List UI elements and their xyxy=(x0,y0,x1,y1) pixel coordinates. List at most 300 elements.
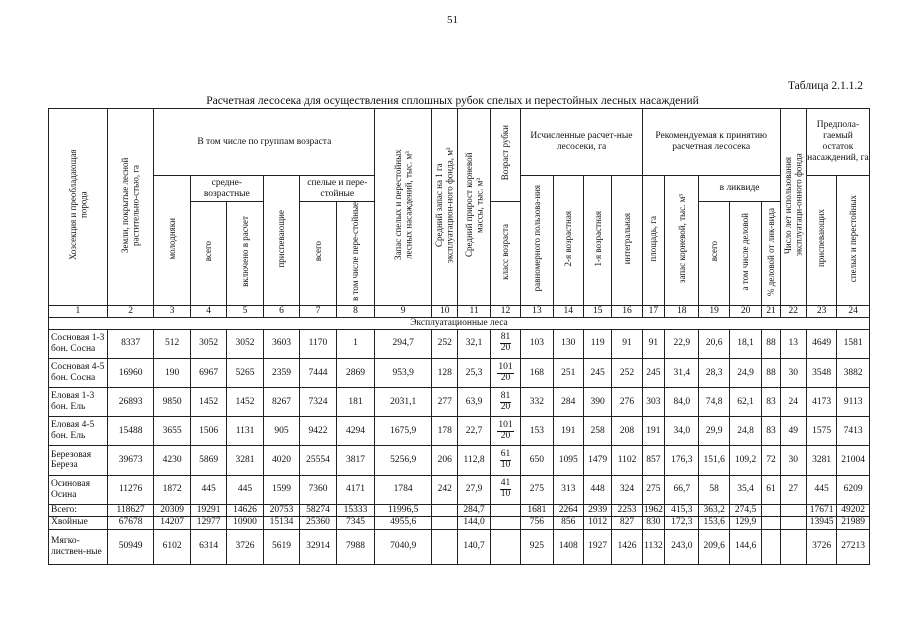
table-cell: 275 xyxy=(642,475,664,504)
table-cell: 8267 xyxy=(263,388,299,417)
table-cell: 9850 xyxy=(154,388,190,417)
header-cell: % деловой от лик-вида xyxy=(762,202,780,306)
table-cell: 109,2 xyxy=(729,446,761,475)
header-cell: Число лет использования эксплуатаци-онного фонда xyxy=(780,109,806,306)
table-cell: 74,8 xyxy=(699,388,729,417)
age-class-fraction xyxy=(490,388,520,417)
column-number: 22 xyxy=(780,305,806,317)
table-cell: 11996,5 xyxy=(375,504,432,516)
table-cell: 830 xyxy=(642,517,664,529)
table-cell: 9422 xyxy=(300,417,336,446)
table-cell: 7413 xyxy=(837,417,870,446)
table-body xyxy=(49,329,870,564)
header-cell: Предпола-гаемый остаток насаждений, га xyxy=(806,109,869,176)
table-cell xyxy=(780,504,806,516)
table-cell: 67678 xyxy=(107,517,154,529)
table-cell: 4173 xyxy=(806,388,836,417)
table-cell: 30 xyxy=(780,446,806,475)
table-cell: 88 xyxy=(762,329,780,358)
table-cell: 24,9 xyxy=(729,359,761,388)
header-cell: включено в расчет xyxy=(227,202,263,306)
column-number: 20 xyxy=(729,305,761,317)
table-cell: 242 xyxy=(432,475,458,504)
table-cell xyxy=(432,529,458,564)
table-cell: 1479 xyxy=(583,446,611,475)
table-cell: 11276 xyxy=(107,475,154,504)
table-cell: 27 xyxy=(780,475,806,504)
table-cell: 49 xyxy=(780,417,806,446)
table-cell: 1872 xyxy=(154,475,190,504)
table-cell: 8337 xyxy=(107,329,154,358)
table-cell: 103 xyxy=(521,329,553,358)
table-row xyxy=(49,388,870,417)
table-cell: 512 xyxy=(154,329,190,358)
table-cell: 13 xyxy=(780,329,806,358)
table-cell xyxy=(490,504,520,516)
table-cell: 4230 xyxy=(154,446,190,475)
table-cell: 856 xyxy=(553,517,583,529)
row-label: Мягко-листвен-ные xyxy=(49,529,108,564)
fraction-numerator: 61 xyxy=(500,448,511,459)
table-cell: 1102 xyxy=(612,446,642,475)
row-label: Еловая 1-3 бон. Ель xyxy=(49,388,108,417)
table-cell: 7360 xyxy=(300,475,336,504)
table-row xyxy=(49,329,870,358)
table-cell: 1784 xyxy=(375,475,432,504)
table-cell: 191 xyxy=(553,417,583,446)
table-cell xyxy=(490,529,520,564)
fraction-denominator: 20 xyxy=(500,343,511,354)
table-cell: 27,9 xyxy=(458,475,490,504)
table-cell: 31,4 xyxy=(665,359,699,388)
table-cell: 252 xyxy=(432,329,458,358)
table-cell: 6314 xyxy=(190,529,226,564)
table-cell: 4955,6 xyxy=(375,517,432,529)
table-cell: 18,1 xyxy=(729,329,761,358)
table-cell: 445 xyxy=(190,475,226,504)
table-cell: 3052 xyxy=(227,329,263,358)
column-number-row xyxy=(49,305,870,317)
table-cell: 6209 xyxy=(837,475,870,504)
table-cell: 128 xyxy=(432,359,458,388)
header-cell: Средний прирост корневой массы, тыс. м³ xyxy=(458,109,490,306)
header-cell: Земли, покрытые лесной растительно-стью, га xyxy=(107,109,154,306)
table-cell: 27213 xyxy=(837,529,870,564)
table-cell: 363,2 xyxy=(699,504,729,516)
table-cell: 245 xyxy=(583,359,611,388)
table-cell: 1131 xyxy=(227,417,263,446)
table-cell: 144,0 xyxy=(458,517,490,529)
total-row xyxy=(49,529,870,564)
header-cell: всего xyxy=(699,202,729,306)
table-cell xyxy=(762,504,780,516)
table-cell: 756 xyxy=(521,517,553,529)
row-label: Всего: xyxy=(49,504,108,516)
table-cell: 20309 xyxy=(154,504,190,516)
table-number: Таблица 2.1.1.2 xyxy=(787,80,863,92)
table-cell: 1408 xyxy=(553,529,583,564)
table-cell: 650 xyxy=(521,446,553,475)
table-cell: 313 xyxy=(553,475,583,504)
table-cell: 4649 xyxy=(806,329,836,358)
table-cell: 3281 xyxy=(806,446,836,475)
column-number: 14 xyxy=(553,305,583,317)
table-cell: 50949 xyxy=(107,529,154,564)
age-class-fraction xyxy=(490,359,520,388)
table-cell: 39673 xyxy=(107,446,154,475)
table-cell: 176,3 xyxy=(665,446,699,475)
header-cell: средне-возрастные xyxy=(190,176,263,202)
column-number: 5 xyxy=(227,305,263,317)
table-cell: 91 xyxy=(612,329,642,358)
section-label: Эксплуатационные леса xyxy=(49,317,870,329)
table-cell: 245 xyxy=(642,359,664,388)
header-cell: 2-я возрастная xyxy=(553,176,583,306)
fraction-numerator: 41 xyxy=(500,478,511,489)
table-cell: 1962 xyxy=(643,504,663,515)
table-cell: 1452 xyxy=(227,388,263,417)
header-cell: Возраст рубки xyxy=(490,109,520,202)
header-cell: в том числе пере-стойные xyxy=(336,202,375,306)
table-cell: 6102 xyxy=(154,529,190,564)
table-cell: 5265 xyxy=(227,359,263,388)
table-cell: 1675,9 xyxy=(375,417,432,446)
table-cell: 1575 xyxy=(806,417,836,446)
table-cell: 2264 xyxy=(553,504,583,516)
total-row xyxy=(49,517,870,529)
table-cell: 62,1 xyxy=(729,388,761,417)
table-cell: 4171 xyxy=(336,475,375,504)
table-cell: 130 xyxy=(553,329,583,358)
fraction-numerator: 101 xyxy=(498,361,513,372)
table-cell: 32,1 xyxy=(458,329,490,358)
table-cell: 1599 xyxy=(263,475,299,504)
total-row xyxy=(49,504,870,516)
table-cell: 25,3 xyxy=(458,359,490,388)
table-cell: 66,7 xyxy=(665,475,699,504)
column-number: 6 xyxy=(263,305,299,317)
column-number: 7 xyxy=(300,305,336,317)
table-cell: 390 xyxy=(583,388,611,417)
table-cell: 17671 xyxy=(806,504,836,516)
header-cell: Запас спелых и перестойных лесных насаждений, тыс. м³ xyxy=(375,109,432,306)
table-cell: 129,9 xyxy=(729,517,761,529)
header-cell: молодняки xyxy=(154,176,190,306)
table-cell: 83 xyxy=(762,388,780,417)
table-cell: 1426 xyxy=(612,529,642,564)
table-cell: 276 xyxy=(612,388,642,417)
column-number: 4 xyxy=(190,305,226,317)
row-label: Еловая 4-5 бон. Ель xyxy=(49,417,108,446)
header-cell: а том числе деловой xyxy=(729,202,761,306)
header-cell: Средний запас на 1 га эксплуатацион-ного фонда, м³ xyxy=(432,109,458,306)
column-number: 21 xyxy=(762,305,780,317)
header-cell: спелые и пере-стойные xyxy=(300,176,375,202)
age-class-fraction xyxy=(490,417,520,446)
table-cell: 7988 xyxy=(336,529,375,564)
table-cell: 119 xyxy=(583,329,611,358)
table-cell: 190 xyxy=(154,359,190,388)
row-label: Сосновая 4-5 бон. Сосна xyxy=(49,359,108,388)
table-cell: 28,3 xyxy=(699,359,729,388)
table-cell: 3548 xyxy=(806,359,836,388)
column-number: 10 xyxy=(432,305,458,317)
header-cell: Рекомендуемая к принятию расчетная лесосека xyxy=(642,109,780,176)
table-cell: 24 xyxy=(780,388,806,417)
table-cell: 26893 xyxy=(107,388,154,417)
fraction-numerator: 81 xyxy=(500,390,511,401)
table-cell: 445 xyxy=(227,475,263,504)
age-class-fraction xyxy=(490,329,520,358)
age-class-fraction xyxy=(490,446,520,475)
table-cell: 5869 xyxy=(190,446,226,475)
table-cell: 72 xyxy=(762,446,780,475)
table-cell: 3281 xyxy=(227,446,263,475)
table-cell: 445 xyxy=(806,475,836,504)
table-cell: 1132 xyxy=(642,529,664,564)
table-cell: 4294 xyxy=(336,417,375,446)
column-number: 9 xyxy=(375,305,432,317)
table-cell xyxy=(762,517,780,529)
table-cell: 22,9 xyxy=(665,329,699,358)
table-cell: 58 xyxy=(699,475,729,504)
table-cell: 274,5 xyxy=(729,504,761,516)
age-class-fraction xyxy=(490,475,520,504)
table-cell: 2869 xyxy=(336,359,375,388)
table-cell: 153,6 xyxy=(699,517,729,529)
table-cell: 448 xyxy=(583,475,611,504)
column-number: 24 xyxy=(837,305,870,317)
table-cell: 1927 xyxy=(583,529,611,564)
table-cell xyxy=(432,504,458,516)
column-number: 17 xyxy=(642,305,664,317)
table-cell: 25554 xyxy=(300,446,336,475)
table-cell: 827 xyxy=(612,517,642,529)
fraction-denominator: 20 xyxy=(500,430,511,441)
table-cell: 24,8 xyxy=(729,417,761,446)
table-cell: 25360 xyxy=(300,517,336,529)
table-cell: 22,7 xyxy=(458,417,490,446)
table-row xyxy=(49,359,870,388)
header-cell: равномерного пользова-ния xyxy=(521,176,553,306)
table-header xyxy=(49,109,870,330)
table-cell: 14207 xyxy=(154,517,190,529)
table-cell: 3655 xyxy=(154,417,190,446)
column-number: 2 xyxy=(107,305,154,317)
table-cell: 21004 xyxy=(837,446,870,475)
table-cell: 3726 xyxy=(227,529,263,564)
header-cell: 1-я возрастная xyxy=(583,176,611,306)
header-cell: В том числе по группам возраста xyxy=(154,109,375,176)
table-cell: 4020 xyxy=(263,446,299,475)
table-cell xyxy=(432,517,458,529)
table-cell: 1506 xyxy=(190,417,226,446)
table-cell: 925 xyxy=(521,529,553,564)
table-cell: 168 xyxy=(521,359,553,388)
table-cell: 1 xyxy=(336,329,375,358)
table-title: Расчетная лесосека для осуществления сплошных рубок спелых и перестойных лесных насаждений xyxy=(206,95,699,107)
table-cell: 30 xyxy=(780,359,806,388)
table-cell: 7324 xyxy=(300,388,336,417)
table-cell: 2031,1 xyxy=(375,388,432,417)
table-cell: 15488 xyxy=(107,417,154,446)
table-cell: 208 xyxy=(612,417,642,446)
header-cell: интегральная xyxy=(612,176,642,306)
table-cell: 191 xyxy=(642,417,664,446)
table-cell: 144,6 xyxy=(729,529,761,564)
row-label: Осиновая Осина xyxy=(49,475,108,504)
table-cell: 5619 xyxy=(263,529,299,564)
header-cell: Исчисленные расчет-ные лесосеки, га xyxy=(521,109,643,176)
fraction-denominator: 20 xyxy=(500,401,511,412)
table-cell: 2253 xyxy=(612,504,642,516)
table-row xyxy=(49,475,870,504)
column-number: 23 xyxy=(806,305,836,317)
table-cell: 284 xyxy=(553,388,583,417)
table-cell: 35,4 xyxy=(729,475,761,504)
column-number: 19 xyxy=(699,305,729,317)
fraction-numerator: 81 xyxy=(500,332,511,343)
table-cell: 275 xyxy=(521,475,553,504)
table-cell: 1581 xyxy=(837,329,870,358)
table-cell: 91 xyxy=(642,329,664,358)
table-cell: 10900 xyxy=(227,517,263,529)
table-cell: 7345 xyxy=(336,517,375,529)
header-cell: класс возраста xyxy=(490,202,520,306)
fraction-denominator: 10 xyxy=(500,489,511,500)
table-cell: 303 xyxy=(642,388,664,417)
column-number: 13 xyxy=(521,305,553,317)
table-cell: 63,9 xyxy=(458,388,490,417)
table-cell: 1681 xyxy=(521,504,553,516)
row-label: Хвойные xyxy=(49,517,108,529)
table-cell: 294,7 xyxy=(375,329,432,358)
table-cell: 88 xyxy=(762,359,780,388)
column-number: 18 xyxy=(665,305,699,317)
table-cell: 324 xyxy=(612,475,642,504)
page-number: 51 xyxy=(447,14,458,26)
table-cell: 7444 xyxy=(300,359,336,388)
table-cell: 3052 xyxy=(190,329,226,358)
table-cell: 258 xyxy=(583,417,611,446)
fraction-denominator: 20 xyxy=(500,372,511,383)
table-cell: 20753 xyxy=(263,504,299,516)
table-cell: 84,0 xyxy=(665,388,699,417)
table-cell: 277 xyxy=(432,388,458,417)
table-cell: 7040,9 xyxy=(375,529,432,564)
row-label: Березовая Береза xyxy=(49,446,108,475)
column-number: 12 xyxy=(490,305,520,317)
table-cell: 415,3 xyxy=(665,504,699,516)
table-cell: 16960 xyxy=(107,359,154,388)
header-cell: площадь, га xyxy=(642,176,664,306)
table-cell: 118627 xyxy=(107,504,154,516)
table-cell: 15134 xyxy=(263,517,299,529)
column-number: 15 xyxy=(583,305,611,317)
table-cell: 172,3 xyxy=(665,517,699,529)
table-cell: 3882 xyxy=(837,359,870,388)
table-cell: 3817 xyxy=(336,446,375,475)
header-cell: спелых и перестойных xyxy=(837,176,870,306)
table-cell: 1170 xyxy=(300,329,336,358)
table-cell: 284,7 xyxy=(458,504,490,516)
table-cell: 1095 xyxy=(553,446,583,475)
table-cell: 58274 xyxy=(300,504,336,516)
table-cell: 3603 xyxy=(263,329,299,358)
table-cell: 14626 xyxy=(227,504,263,516)
fraction-denominator: 10 xyxy=(500,459,511,470)
table-cell: 21989 xyxy=(837,517,870,529)
table-cell: 19291 xyxy=(190,504,226,516)
table-cell: 34,0 xyxy=(665,417,699,446)
table-cell: 6967 xyxy=(190,359,226,388)
table-cell: 49202 xyxy=(837,504,870,516)
table-cell: 140,7 xyxy=(458,529,490,564)
table-cell: 29,9 xyxy=(699,417,729,446)
table-cell: 905 xyxy=(263,417,299,446)
table-cell: 252 xyxy=(612,359,642,388)
column-number: 1 xyxy=(49,305,108,317)
column-number: 16 xyxy=(612,305,642,317)
table-cell: 332 xyxy=(521,388,553,417)
table-cell: 61 xyxy=(762,475,780,504)
table-cell: 1452 xyxy=(190,388,226,417)
table-cell: 1012 xyxy=(583,517,611,529)
table-cell: 243,0 xyxy=(665,529,699,564)
table-cell: 151,6 xyxy=(699,446,729,475)
fraction-numerator: 101 xyxy=(498,419,513,430)
table-cell xyxy=(780,529,806,564)
table-cell: 181 xyxy=(336,388,375,417)
table-cell: 251 xyxy=(553,359,583,388)
table-cell: 3726 xyxy=(806,529,836,564)
header-cell: всего xyxy=(190,202,226,306)
forest-cutting-table xyxy=(48,108,870,565)
table-cell: 857 xyxy=(642,446,664,475)
column-number: 11 xyxy=(458,305,490,317)
column-number: 3 xyxy=(154,305,190,317)
table-cell: 32914 xyxy=(300,529,336,564)
table-cell: 153 xyxy=(521,417,553,446)
table-cell xyxy=(490,517,520,529)
table-cell: 2359 xyxy=(263,359,299,388)
table-cell xyxy=(780,517,806,529)
table-cell: 15333 xyxy=(336,504,375,516)
header-cell: всего xyxy=(300,202,336,306)
header-cell: Хозсекция и преобладающая порода xyxy=(49,109,108,306)
table-row xyxy=(49,446,870,475)
header-cell: приспевающие xyxy=(263,176,299,306)
table-cell: 20,6 xyxy=(699,329,729,358)
table-cell: 209,6 xyxy=(699,529,729,564)
table-cell: 9113 xyxy=(837,388,870,417)
table-cell: 13945 xyxy=(806,517,836,529)
table-cell: 953,9 xyxy=(375,359,432,388)
table-cell: 83 xyxy=(762,417,780,446)
table-cell: 2939 xyxy=(583,504,611,516)
table-cell: 12977 xyxy=(190,517,226,529)
header-cell: в ликвиде xyxy=(699,176,780,202)
table-cell: 178 xyxy=(432,417,458,446)
header-cell: приспевающих xyxy=(806,176,836,306)
table-row xyxy=(49,417,870,446)
table-cell: 206 xyxy=(432,446,458,475)
table-cell: 112,8 xyxy=(458,446,490,475)
column-number: 8 xyxy=(336,305,375,317)
header-cell: запас корневой, тыс. м³ xyxy=(665,176,699,306)
table-cell: 5256,9 xyxy=(375,446,432,475)
table-cell xyxy=(762,529,780,564)
